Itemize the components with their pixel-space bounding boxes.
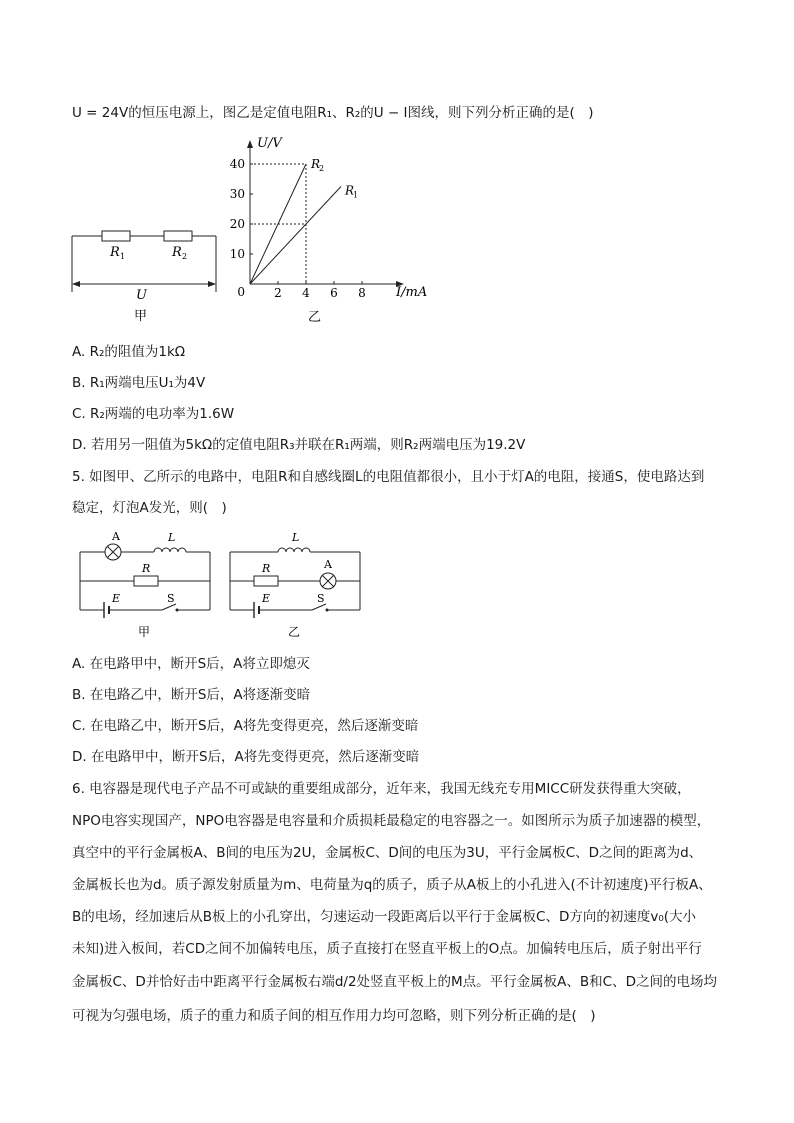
q6-line-2: NPO电容实现国产，NPO电容器是电容量和介质损耗最稳定的电容器之一。如图所示为质子加速器的模型， — [72, 813, 711, 829]
y-tick-label: 30 — [229, 187, 245, 201]
u-label: U — [136, 288, 147, 303]
source-e-label: E — [112, 592, 121, 605]
y-axis-arrow — [247, 140, 253, 148]
q6-line-7: 金属板C、D并恰好击中距离平行金属板右端d/2处竖直平板上的M点。平行金属板A、B和C、D之间的电场均 — [72, 974, 717, 990]
q4-option-b[interactable]: B. R₁两端电压U₁为4V — [72, 375, 206, 391]
q5-circuit-yi — [222, 530, 367, 645]
r1-sub: 1 — [120, 252, 126, 261]
q4-stem: U = 24V的恒压电源上，图乙是定值电阻R₁、R₂的U − I图线，则下列分析正确的是( ) — [72, 105, 594, 121]
resistor-r-label: R — [262, 562, 271, 575]
resistor-r1-shape — [102, 231, 130, 241]
x-tick-label: 8 — [358, 286, 366, 300]
q5-option-c[interactable]: C. 在电路乙中，断开S后，A将先变得更亮，然后逐渐变暗 — [72, 718, 419, 734]
q5-option-b[interactable]: B. 在电路乙中，断开S后，A将逐渐变暗 — [72, 687, 311, 703]
origin-label: 0 — [237, 285, 245, 299]
series-label-r2-sub: 2 — [319, 164, 325, 173]
caption-yi: 乙 — [288, 625, 301, 639]
q6-line-1: 6. 电容器是现代电子产品不可或缺的重要组成部分，近年来，我国无线充专用MICC研发获得重大突破， — [72, 781, 691, 797]
q5-stem-line1: 5. 如图甲、乙所示的电路中，电阻R和自感线圈L的电阻值都很小，且小于灯A的电阻，接通S，使电路达到 — [72, 469, 705, 485]
resistor-r-shape — [254, 576, 278, 586]
series-label-r1: R — [345, 183, 355, 198]
source-e-label: E — [262, 592, 271, 605]
x-tick-label: 4 — [302, 286, 310, 300]
y-tick-label: 10 — [229, 247, 245, 261]
y-tick-label: 20 — [229, 217, 245, 231]
q4-option-a[interactable]: A. R₂的阻值为1kΩ — [72, 344, 186, 360]
q5-circuit-jia — [72, 530, 217, 645]
q6-line-6: 未知)进入板间，若CD之间不加偏转电压，质子直接打在竖直平板上的O点。加偏转电压后，质子射出平行 — [72, 941, 702, 957]
switch-s-label: S — [167, 592, 175, 605]
caption-jia: 甲 — [138, 625, 151, 639]
q4-ui-chart — [228, 132, 438, 327]
x-tick-label: 2 — [274, 286, 282, 300]
q4-option-c[interactable]: C. R₂两端的电功率为1.6W — [72, 406, 235, 422]
caption-yi: 乙 — [308, 310, 322, 325]
x-axis-label: I/mA — [396, 285, 428, 300]
coil-l-shape — [278, 548, 310, 552]
resistor-r-label: R — [142, 562, 151, 575]
q6-line-4: 金属板长也为d。质子源发射质量为m、电荷量为q的质子，质子从A板上的小孔进入(不计初速度)平行板A、 — [72, 877, 712, 893]
series-label-r2: R — [311, 157, 321, 171]
q4-figure-jia — [66, 222, 226, 327]
q6-line-8: 可视为匀强电场，质子的重力和质子间的相互作用力均可忽略，则下列分析正确的是( ) — [72, 1008, 596, 1024]
resistor-r-shape — [134, 576, 158, 586]
coil-l-label: L — [168, 531, 176, 544]
r1-label: R — [110, 245, 120, 260]
resistor-r2-shape — [164, 231, 192, 241]
r2-label: R — [172, 245, 182, 260]
y-axis-label: U/V — [257, 136, 282, 151]
q6-line-5: B的电场，经加速后从B板上的小孔穿出，匀速运动一段距离后以平行于金属板C、D方向的初速度v₀(大小 — [72, 909, 697, 925]
series-label-r1-sub: 1 — [353, 190, 359, 200]
coil-l-label: L — [292, 531, 300, 544]
q4-option-d[interactable]: D. 若用另一阻值为5kΩ的定值电阻R₃并联在R₁两端，则R₂两端电压为19.2V — [72, 437, 526, 453]
caption-jia: 甲 — [134, 309, 148, 324]
lamp-a-label: A — [324, 558, 332, 571]
x-tick-label: 6 — [330, 286, 338, 300]
q5-option-a[interactable]: A. 在电路甲中，断开S后，A将立即熄灭 — [72, 656, 310, 672]
q6-line-3: 真空中的平行金属板A、B间的电压为2U，金属板C、D间的电压为3U，平行金属板C、D之间的距离为d、 — [72, 845, 703, 861]
q5-option-d[interactable]: D. 在电路甲中，断开S后，A将先变得更亮，然后逐渐变暗 — [72, 749, 420, 765]
lamp-a-label: A — [112, 530, 120, 543]
series-line-r1 — [250, 187, 341, 285]
switch-s-label: S — [317, 592, 325, 605]
q5-stem-line2: 稳定，灯泡A发光，则( ) — [72, 500, 227, 516]
y-tick-label: 40 — [229, 157, 245, 171]
r2-sub: 2 — [182, 252, 188, 261]
coil-l-shape — [154, 548, 186, 552]
